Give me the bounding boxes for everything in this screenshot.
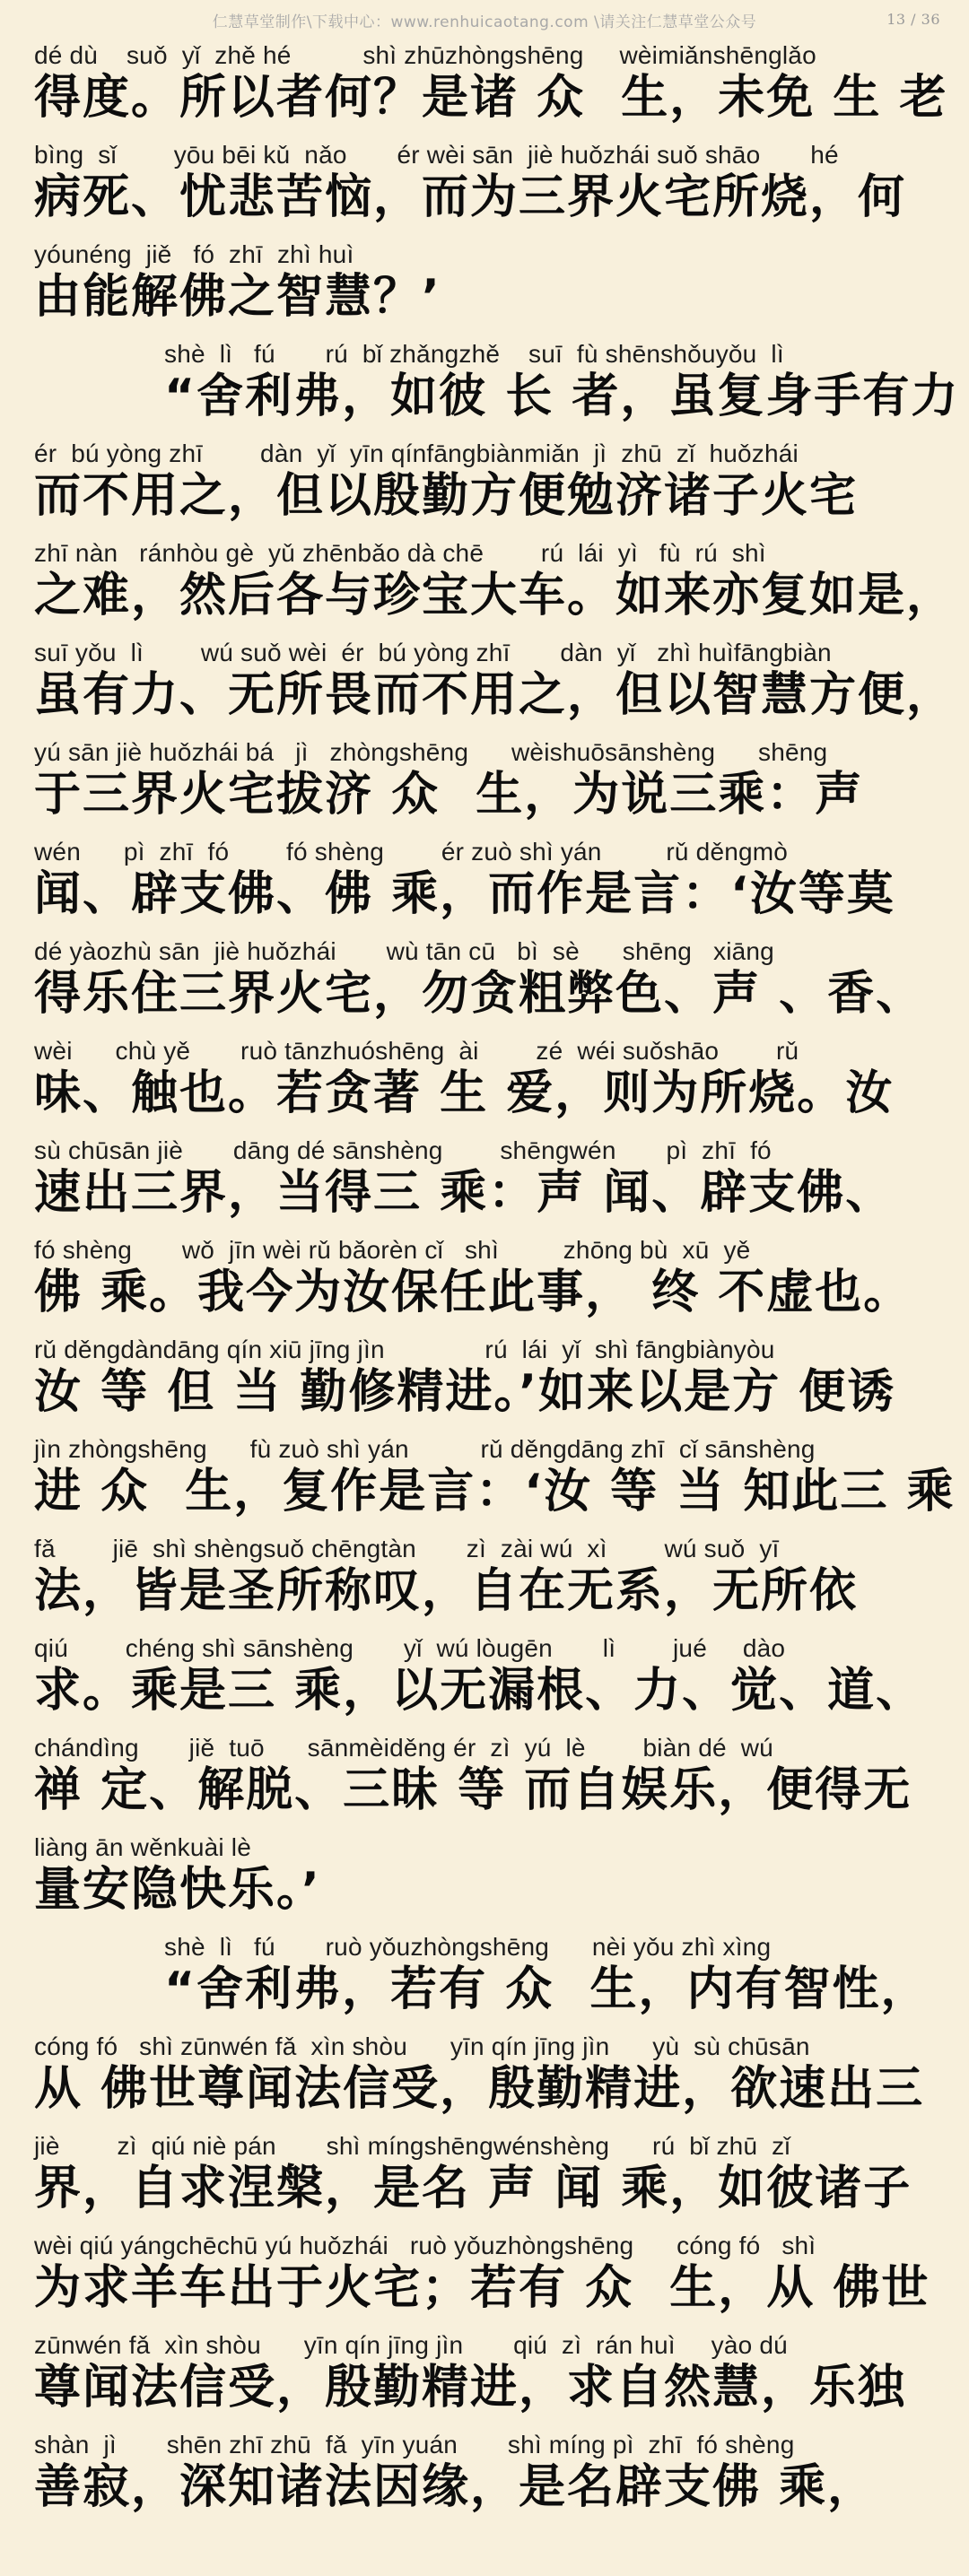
- text-line: [34, 1430, 963, 1529]
- hanzi-line: 佛 乘。我今为汝保任此事， 终 不虚也。: [34, 1266, 912, 1319]
- hanzi-line: 进 众 生，复作是言：‘汝 等 当 知此三 乘: [34, 1465, 956, 1519]
- pinyin-line: wén pì zhī fó fó shèng ér zuò shì yán rǔ děngmò: [34, 838, 789, 866]
- text-line: [34, 1031, 963, 1131]
- pinyin-line: rǔ děngdàndāng qín xiū jīng jìn rú lái yǐ shì fāngbiànyòu: [34, 1336, 775, 1363]
- text-line: [34, 733, 963, 832]
- hanzi-line: 味、触也。若贪著 生 爱，则为所烧。汝: [34, 1066, 895, 1120]
- hanzi-line: 禅 定、解脱、三昧 等 而自娱乐，便得无: [34, 1763, 912, 1817]
- hanzi-line: 量安隐快乐。’: [34, 1863, 321, 1917]
- header-source: 仁慧草堂制作\下载中心：www.renhuicaotang.com \请关注仁慧草堂公众号: [212, 13, 757, 31]
- pinyin-line: fó shèng wǒ jīn wèi rǔ bǎorèn cǐ shì zhōng bù xū yě: [34, 1236, 751, 1264]
- pinyin-line: sù chūsān jiè dāng dé sānshèng shēngwén pì zhī fó: [34, 1136, 772, 1164]
- text-line: [34, 2226, 963, 2326]
- pinyin-line: jìn zhòngshēng fù zuò shì yán rǔ děngdāng zhī cǐ sānshèng: [34, 1435, 816, 1463]
- pinyin-line: dé dù suǒ yǐ zhě hé shì zhūzhòngshēng wèimiǎnshēnglǎo: [34, 41, 816, 69]
- text-line: [34, 135, 963, 235]
- text-line: [34, 36, 963, 135]
- pinyin-line: wèi chù yě ruò tānzhuóshēng ài zé wéi suǒshāo rǔ: [34, 1037, 799, 1065]
- text-line: [34, 335, 963, 434]
- pinyin-line: shàn jì shēn zhī zhū fǎ yīn yuán shì míng pì zhī fó shèng: [34, 2431, 795, 2459]
- text-line: [34, 1828, 963, 1928]
- text-line: [34, 2326, 963, 2425]
- pinyin-line: dé yàozhù sān jiè huǒzhái wù tān cū bì sè shēng xiāng: [34, 937, 774, 965]
- text-line: [34, 832, 963, 932]
- text-line: [34, 2127, 963, 2226]
- pinyin-line: jiè zì qiú niè pán shì míngshēngwénshèng rú bǐ zhū zǐ: [34, 2132, 790, 2160]
- hanzi-line: 病死、忧悲苦恼，而为三界火宅所烧，何: [34, 170, 907, 224]
- hanzi-line: 从 佛世尊闻法信受，殷勤精进，欲速出三: [34, 2062, 925, 2116]
- text-line: [34, 235, 963, 335]
- pinyin-line: yóunéng jiě fó zhī zhì huì: [34, 240, 354, 268]
- text-line: [34, 1131, 963, 1231]
- pinyin-line: ér bú yòng zhī dàn yǐ yīn qínfāngbiànmiǎn jì zhū zǐ huǒzhái: [34, 439, 799, 467]
- text-line: [34, 1231, 963, 1330]
- pinyin-line: bìng sǐ yōu bēi kǔ nǎo ér wèi sān jiè huǒzhái suǒ shāo hé: [34, 141, 839, 169]
- scripture-text: [34, 36, 963, 2525]
- hanzi-line: 得乐住三界火宅，勿贪粗弊色、声 、香、: [34, 967, 925, 1021]
- hanzi-line: 尊闻法信受，殷勤精进，求自然慧，乐独: [34, 2361, 907, 2415]
- hanzi-line: 为求羊车出于火宅；若有 众 生，从 佛世: [34, 2261, 930, 2315]
- pinyin-line: liàng ān wěnkuài lè: [34, 1833, 251, 1861]
- text-line: [34, 1529, 963, 1629]
- hanzi-line: 得度。所以者何？是诸 众 生，未免 生 老: [34, 71, 948, 125]
- hanzi-line: 界，自求涅槃，是名 声 闻 乘，如彼诸子: [34, 2162, 912, 2215]
- hanzi-line: 之难，然后各与珍宝大车。如来亦复如是，: [34, 569, 956, 622]
- hanzi-line: 虽有力、无所畏而不用之，但以智慧方便，: [34, 668, 956, 722]
- hanzi-line: 汝 等 但 当 勤修精进。’如来以是方 便诱: [34, 1365, 896, 1419]
- hanzi-line: 速出三界，当得三 乘：声 闻、辟支佛、: [34, 1166, 895, 1220]
- pinyin-line: chándìng jiě tuō sānmèiděng ér zì yú lè biàn dé wú: [34, 1734, 773, 1762]
- pinyin-line: suī yǒu lì wú suǒ wèi ér bú yòng zhī dàn yǐ zhì huìfāngbiàn: [34, 639, 832, 666]
- pinyin-line: shè lì fú ruò yǒuzhòngshēng nèi yǒu zhì xìng: [164, 1933, 772, 1961]
- pinyin-line: fǎ jiē shì shèngsuǒ chēngtàn zì zài wú xì wú suǒ yī: [34, 1535, 780, 1562]
- pinyin-line: zhī nàn ránhòu gè yǔ zhēnbǎo dà chē rú lái yì fù rú shì: [34, 539, 766, 567]
- pinyin-line: yú sān jiè huǒzhái bá jì zhòngshēng wèishuōsānshèng shēng: [34, 738, 828, 766]
- hanzi-line: 法，皆是圣所称叹，自在无系，无所依: [34, 1564, 859, 1618]
- hanzi-line: 而不用之，但以殷勤方便勉济诸子火宅: [34, 469, 859, 523]
- pinyin-line: wèi qiú yángchēchū yú huǒzhái ruò yǒuzhòngshēng cóng fó shì: [34, 2232, 816, 2259]
- text-line: [34, 534, 963, 633]
- pinyin-line: qiú chéng shì sānshèng yǐ wú lòugēn lì jué dào: [34, 1634, 786, 1662]
- hanzi-line: 闻、辟支佛、佛 乘，而作是言：‘汝等莫: [34, 867, 895, 921]
- hanzi-line: “舍利弗，若有 众 生，内有智性，: [164, 1962, 930, 2016]
- hanzi-line: 由能解佛之智慧？’: [34, 270, 441, 324]
- hanzi-line: “舍利弗，如彼 长 者，虽复身手有力: [164, 370, 960, 423]
- text-line: [34, 2425, 963, 2525]
- text-line: [34, 1728, 963, 1828]
- hanzi-line: 求。乘是三 乘，以无漏根、力、觉、道、: [34, 1664, 925, 1718]
- text-line: [34, 1330, 963, 1430]
- text-line: [34, 434, 963, 534]
- pinyin-line: cóng fó shì zūnwén fǎ xìn shòu yīn qín jīng jìn yù sù chūsān: [34, 2032, 810, 2060]
- pinyin-line: shè lì fú rú bǐ zhǎngzhě suī fù shēnshǒuyǒu lì: [164, 340, 784, 368]
- page-number: 13 / 36: [886, 11, 940, 28]
- text-line: [34, 932, 963, 1031]
- text-line: [34, 1629, 963, 1728]
- pinyin-line: zūnwén fǎ xìn shòu yīn qín jīng jìn qiú zì rán huì yào dú: [34, 2331, 788, 2359]
- hanzi-line: 善寂，深知诸法因缘，是名辟支佛 乘，: [34, 2460, 877, 2514]
- text-line: [34, 2027, 963, 2127]
- text-line: [34, 633, 963, 733]
- hanzi-line: 于三界火宅拔济 众 生，为说三乘：声: [34, 768, 864, 822]
- text-line: [34, 1928, 963, 2027]
